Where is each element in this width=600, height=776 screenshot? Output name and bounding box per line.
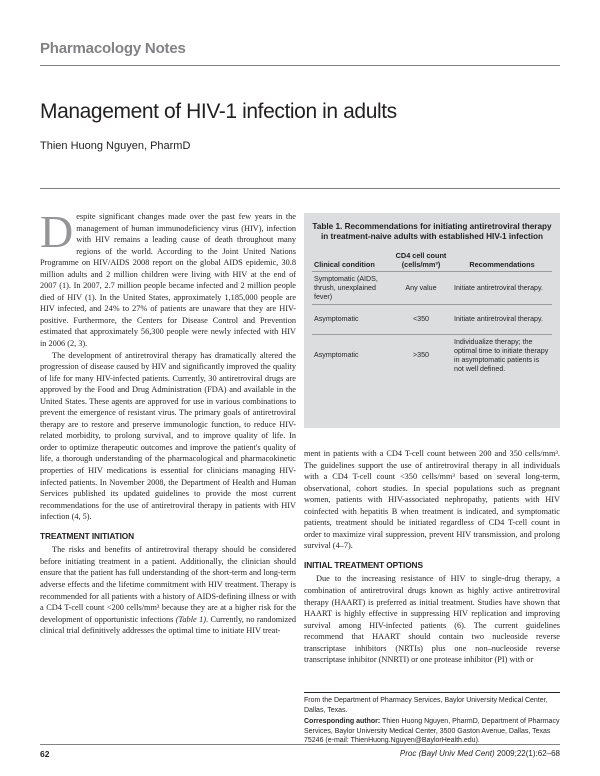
body-paragraph-haart: Due to the increasing resistance of HIV to single-drug therapy, a combination of antiretroviral drugs known as highly active antiretroviral therapy (HAART) is preferred as initial treatment. Studies have shown that HAART is highly effective in suppressing HIV replication and improving survival among HIV-infected patients (6). The current guidelines recommend that HAART should contain two nucleoside reverse transcriptase inhibitors (NRTIs) plus one non–nucleoside reverse transcriptase inhibitor (NNRTI) or one protease inhibitor (PI) with or: [304, 574, 560, 665]
body-paragraph-therapy: The development of antiretroviral therapy has dramatically altered the progression of disease caused by HIV and significantly improved the quality of life for many HIV-infected patients. Currently, 30 antiretroviral drugs are approved by the Food and Drug Administration (FDA) and available in the United States. These agents are approved for use in various combinations to prevent the emergence of resistant virus. The primary goals of antiretroviral therapy are to restore and preserve immunologic function, to reduce HIV-related morbidity, to prolong survival, and to improve quality of life. In order to optimize therapeutic outcomes and improve the patient's quality of life, a thorough understanding of the pharmacological and pharmacokinetic properties of HIV medications is essential for clinicians managing HIV-infected patients. In November 2008, the Department of Health and Human Services published its updated guidelines to provide the most current recommendations for the use of antiretroviral therapy in patients with HIV infection (4, 5).: [40, 350, 296, 522]
affiliation-note: From the Department of Pharmacy Services, Baylor University Medical Center, Dallas, Texas.: [304, 697, 548, 714]
table-cell: <350: [413, 315, 429, 324]
title-divider: [40, 188, 560, 189]
table-cell: >350: [413, 351, 429, 360]
table-cell: Initiate antiretroviral therapy.: [454, 283, 543, 292]
table-row: [312, 272, 552, 305]
footnote-divider: [304, 692, 560, 693]
intro-paragraph: [40, 206, 296, 350]
corresponding-details: Thien Huong Nguyen, PharmD, Department of Pharmacy Services, Baylor University Medical Center, 3500 Gaston Avenue, Dallas, Texas 75246 (e-mail: ThienHuong.Nguyen@BaylorHealth.edu).: [304, 718, 560, 744]
journal-citation: [400, 749, 560, 758]
heading-initial-treatment: INITIAL TREATMENT OPTIONS: [304, 559, 423, 570]
page-number: 62: [40, 749, 50, 759]
heading-treatment-initiation: TREATMENT INITIATION: [40, 530, 135, 541]
right-column: [304, 448, 560, 666]
table-cell: Asymptomatic: [314, 351, 359, 360]
section-heading: Pharmacology Notes: [40, 40, 186, 57]
table-cell: Any value: [405, 283, 437, 292]
author-byline: Thien Huong Nguyen, PharmD: [40, 140, 191, 152]
table-row: [312, 335, 552, 377]
initiation-text: The risks and benefits of antiretroviral therapy should be considered before initiating treatment in a patient. Additionally, the clinician should ensure that the patient has full understanding of the short-term and long-term adverse effects and the lifetime commitment with HIV treatment. Therapy is recommended for all patients with a history of AIDS-defining illness or with a CD4 T-cell count <200 cells/mm³ because they are at a higher risk for the development of opportunistic infections: [40, 545, 296, 624]
article-title: Management of HIV-1 infection in adults: [40, 100, 397, 123]
section-divider: [40, 65, 560, 66]
column-header-cd4: CD4 cell count (cells/mm³): [395, 251, 447, 269]
column-header-condition: Clinical condition: [314, 260, 375, 269]
drop-cap: D: [40, 206, 74, 257]
left-column: [40, 206, 297, 637]
body-paragraph-continued: ment in patients with a CD4 T-cell count between 200 and 350 cells/mm³. The guidelines support the use of antiretroviral therapy in all individuals with a CD4 T-cell count <350 cells/mm³ based on several long-term, observational, cohort studies. In special populations such as pregnant women, patients with HIV-associated nephropathy, patients with HIV coinfected with hepatitis B when treatment is indicated, and symptomatic patients, treatment should be initiated regardless of CD4 T-cell count in order to maximize viral suppression, prevent HIV transmission, and prolong survival (4–7).: [304, 449, 560, 551]
body-paragraph-initiation: [40, 544, 296, 636]
intro-text: espite significant changes made over the past few years in the management of human immunodeficiency virus (HIV), infection with HIV remains a leading cause of death throughout many regions of the world. According to the Joint United Nations Programme on HIV/AIDS 2008 report on the global AIDS epidemic, 30.8 million adults and 2 million children were living with HIV at the end of 2007 (1). In 2007, 2.7 million people became infected and 2 million people died of HIV (1). In the United States, approximately 1,185,000 people are HIV infected, and 24% to 27% of patients are unaware that they are HIV-positive. Furthermore, the Centers for Disease Control and Prevention estimated that approximately 56,300 people were newly infected with HIV in 2006 (2, 3).: [40, 212, 296, 349]
column-header-recommendations: Recommendations: [469, 260, 535, 269]
table-reference-link[interactable]: (Table 1): [175, 614, 206, 624]
table-cell: Asymptomatic: [314, 315, 359, 324]
table-cell: Individualize therapy; the optimal time to initiate therapy in asymptomatic patients is not well defined.: [454, 338, 549, 373]
corresponding-author-note: [304, 717, 560, 746]
initiation-text-end: . Currently, no randomized clinical trial definitively addresses the optimal time to initiate HIV treat-: [40, 614, 297, 636]
table-caption: Table 1. Recommendations for initiating antiretroviral therapy in treatment-naive adults with established HIV-1 infection: [312, 222, 552, 241]
recommendation-table: [312, 249, 552, 376]
volume-pages: 2009;22(1):62–68: [494, 749, 560, 758]
footer-divider: [40, 744, 560, 745]
journal-name: Proc (Bayl Univ Med Cent): [399, 749, 495, 758]
table-cell: Initiate antiretroviral therapy.: [454, 315, 543, 324]
table-cell: Symptomatic (AIDS, thrush, unexplained fever): [314, 275, 378, 301]
table-row: [312, 305, 552, 335]
corresponding-label: Corresponding author:: [304, 718, 381, 725]
table-1: [304, 213, 560, 428]
